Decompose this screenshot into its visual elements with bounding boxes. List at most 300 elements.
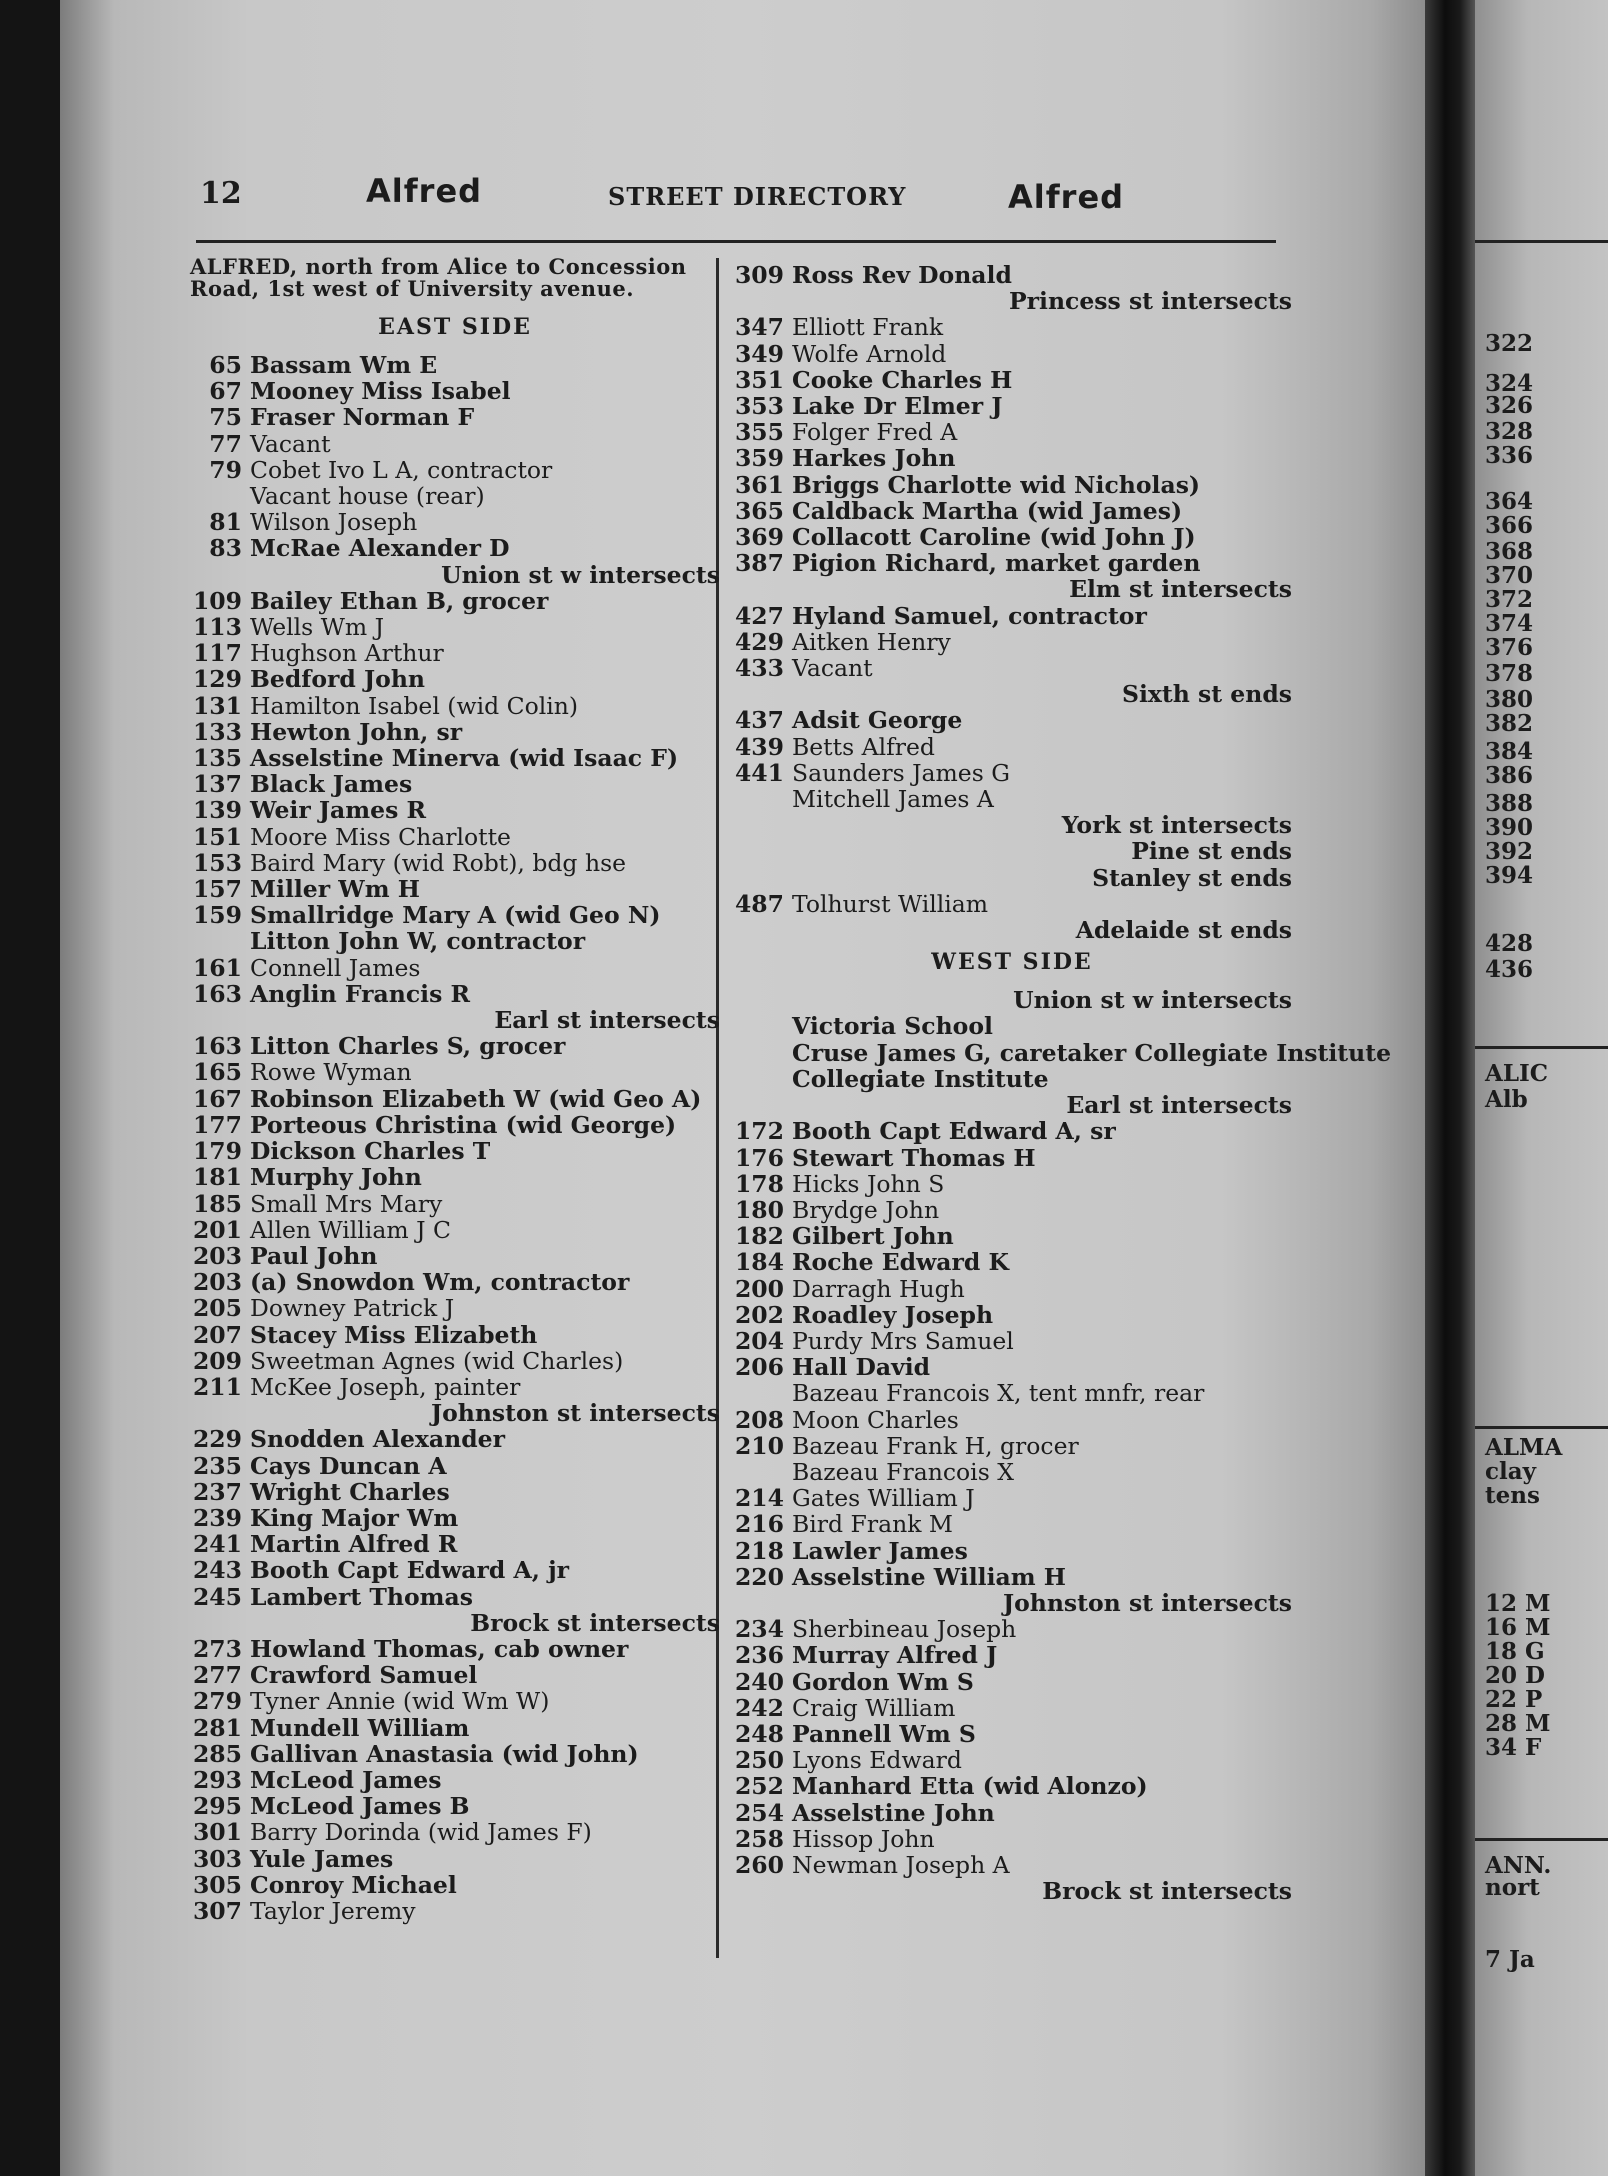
street-intersection-note: Johnston st intersects	[1002, 1588, 1292, 1617]
directory-entry	[190, 693, 720, 719]
facing-page-text: 366	[1485, 512, 1534, 539]
directory-entry	[190, 1636, 720, 1662]
house-number: 441	[734, 758, 784, 787]
house-number: 207	[192, 1320, 242, 1349]
house-number: 178	[734, 1169, 784, 1198]
book-gutter	[1425, 0, 1475, 2176]
directory-entry	[732, 341, 1292, 367]
west-side-list	[732, 986, 1392, 1906]
facing-page-text: 394	[1485, 862, 1534, 889]
house-number: 163	[192, 979, 242, 1008]
header-rule	[196, 240, 1276, 243]
directory-entry	[190, 771, 720, 797]
directory-entry	[732, 445, 1292, 471]
house-number: 277	[192, 1661, 242, 1690]
resident-name: Small Mrs Mary	[250, 1189, 443, 1218]
directory-entry	[732, 1669, 1292, 1695]
directory-entry	[732, 550, 1292, 576]
house-number: 211	[192, 1372, 242, 1401]
resident-name: Bassam Wm E	[250, 351, 438, 379]
resident-name: Asselstine William H	[792, 1562, 1066, 1591]
resident-name: Mundell William	[250, 1713, 470, 1742]
directory-entry	[732, 1642, 1292, 1668]
directory-entry	[190, 404, 720, 430]
facing-page-text: 378	[1485, 660, 1534, 687]
house-number: 209	[192, 1346, 242, 1375]
house-number: 279	[192, 1687, 242, 1716]
resident-name: Tyner Annie (wid Wm W)	[250, 1687, 550, 1716]
facing-page-text: 336	[1485, 442, 1534, 469]
directory-entry	[190, 745, 720, 771]
house-number: 117	[192, 639, 242, 668]
directory-entry	[190, 431, 720, 457]
resident-name: Gilbert John	[792, 1222, 954, 1251]
house-number: 245	[192, 1582, 242, 1611]
street-intersection-note: Johnston st intersects	[430, 1399, 720, 1428]
resident-name: Adsit George	[792, 706, 963, 735]
resident-name: Bird Frank M	[792, 1510, 953, 1539]
directory-entry	[732, 1485, 1292, 1511]
resident-name: Dickson Charles T	[250, 1137, 491, 1166]
directory-entry	[732, 367, 1292, 393]
facing-page-text: 326	[1485, 392, 1534, 419]
resident-name: Cobet Ivo L A, contractor	[250, 455, 553, 484]
directory-entry	[732, 734, 1292, 760]
house-number: 239	[192, 1503, 242, 1532]
directory-entry	[190, 1793, 720, 1819]
directory-entry	[190, 1269, 720, 1295]
resident-name: Sherbineau Joseph	[792, 1615, 1017, 1644]
street-heading: ALFRED, north from Alice to Concession Road, 1st west of University avenue.	[190, 254, 687, 301]
facing-page-rule	[1475, 240, 1608, 243]
street-intersection-note: Sixth st ends	[1122, 680, 1292, 709]
house-number: 182	[734, 1222, 784, 1251]
resident-name: Folger Fred A	[792, 418, 958, 447]
street-intersection-note: Elm st intersects	[1069, 575, 1292, 604]
house-number: 205	[192, 1294, 242, 1323]
resident-name: Wolfe Arnold	[792, 339, 947, 368]
directory-entry	[190, 1033, 720, 1059]
directory-entry	[190, 1557, 720, 1583]
facing-page-text: 380	[1485, 686, 1534, 713]
facing-page-text: 20 D	[1485, 1662, 1545, 1689]
left-column	[190, 256, 720, 1924]
resident-name: Hyland Samuel, contractor	[792, 601, 1147, 630]
resident-name: Pigion Richard, market garden	[792, 549, 1201, 578]
house-number: 293	[192, 1765, 242, 1794]
resident-name: Paul John	[250, 1241, 378, 1270]
resident-name: Rowe Wyman	[250, 1058, 412, 1087]
resident-name: Bazeau Frank H, grocer	[792, 1431, 1079, 1460]
resident-name: Newman Joseph A	[792, 1850, 1010, 1879]
resident-name: Stacey Miss Elizabeth	[250, 1320, 538, 1349]
resident-name: Lambert Thomas	[250, 1582, 473, 1611]
resident-name: Fraser Norman F	[250, 403, 475, 432]
house-number: 355	[734, 418, 784, 447]
directory-entry	[190, 1872, 720, 1898]
west-side-heading: WEST SIDE	[931, 949, 1093, 976]
resident-name: Anglin Francis R	[250, 979, 471, 1008]
house-number: 181	[192, 1163, 242, 1192]
house-number: 248	[734, 1719, 784, 1748]
resident-name: Elliott Frank	[792, 313, 944, 342]
resident-name: Cays Duncan A	[250, 1451, 447, 1480]
house-number: 172	[734, 1117, 784, 1146]
directory-entry	[732, 1564, 1292, 1590]
resident-name: Allen William J C	[250, 1215, 451, 1244]
house-number: 349	[734, 339, 784, 368]
resident-name: Wells Wm J	[250, 613, 385, 642]
header-title: STREET DIRECTORY	[608, 182, 907, 211]
resident-name: Martin Alfred R	[250, 1530, 458, 1559]
house-number: 176	[734, 1143, 784, 1172]
facing-page-text: clay	[1485, 1458, 1537, 1485]
directory-entry-continued: Bazeau Francois X	[792, 1457, 1014, 1486]
house-number: 437	[734, 706, 784, 735]
resident-name: Stewart Thomas H	[792, 1143, 1036, 1172]
resident-name: Betts Alfred	[792, 732, 935, 761]
resident-name: Wright Charles	[250, 1477, 450, 1506]
facing-page-text: 388	[1485, 790, 1534, 817]
house-number: 83	[209, 534, 242, 563]
resident-name: Vacant	[792, 654, 873, 683]
directory-entry	[732, 1773, 1292, 1799]
resident-name: Connell James	[250, 953, 421, 982]
house-number: 167	[192, 1084, 242, 1113]
directory-entry	[732, 1826, 1292, 1852]
resident-name: Hicks John S	[792, 1169, 945, 1198]
directory-entry	[190, 1374, 720, 1400]
directory-entry	[190, 876, 720, 902]
directory-entry	[732, 262, 1292, 288]
directory-entry	[190, 1191, 720, 1217]
facing-page-text: 376	[1485, 634, 1534, 661]
directory-entry	[190, 850, 720, 876]
house-number: 77	[209, 429, 242, 458]
house-number: 234	[734, 1615, 784, 1644]
house-number: 210	[734, 1431, 784, 1460]
resident-name: McLeod James	[250, 1765, 442, 1794]
facing-page-text: ANN.	[1485, 1852, 1552, 1879]
house-number: 254	[734, 1798, 784, 1827]
resident-name: Mooney Miss Isabel	[250, 377, 511, 406]
directory-entry	[732, 1197, 1292, 1223]
directory-entry	[732, 314, 1292, 340]
directory-entry	[190, 1086, 720, 1112]
resident-name: Lawler James	[792, 1536, 968, 1565]
directory-entry	[732, 1302, 1292, 1328]
directory-entry	[732, 498, 1292, 524]
resident-name: Sweetman Agnes (wid Charles)	[250, 1346, 624, 1375]
street-intersection-note: Adelaide st ends	[1075, 916, 1292, 945]
directory-entry	[190, 1295, 720, 1321]
directory-entry	[190, 1059, 720, 1085]
house-number: 387	[734, 549, 784, 578]
directory-entry	[190, 352, 720, 378]
resident-name: Litton Charles S, grocer	[250, 1032, 566, 1061]
directory-entry	[732, 524, 1292, 550]
house-number: 353	[734, 392, 784, 421]
resident-name: Roadley Joseph	[792, 1300, 994, 1329]
directory-entry-continued: Bazeau Francois X, tent mnfr, rear	[792, 1379, 1205, 1408]
resident-name: McLeod James B	[250, 1792, 470, 1821]
east-side-heading: EAST SIDE	[378, 314, 532, 340]
directory-entry	[732, 472, 1292, 498]
directory-entry	[732, 1800, 1292, 1826]
house-number: 109	[192, 586, 242, 615]
house-number: 135	[192, 744, 242, 773]
resident-name: Manhard Etta (wid Alonzo)	[792, 1772, 1148, 1801]
street-intersection-note: Brock st intersects	[1042, 1877, 1292, 1906]
resident-name: Darragh Hugh	[792, 1274, 965, 1303]
resident-name: Bailey Ethan B, grocer	[250, 586, 549, 615]
facing-page-text: 12 M	[1485, 1590, 1551, 1617]
resident-name: Vacant	[250, 429, 331, 458]
house-number: 79	[209, 455, 242, 484]
right-column	[732, 261, 1392, 1906]
resident-name: Hamilton Isabel (wid Colin)	[250, 691, 579, 720]
facing-page-text: 372	[1485, 586, 1534, 613]
facing-page-text: 28 M	[1485, 1710, 1551, 1737]
directory-entry-continued: Cruse James G, caretaker Collegiate Institute	[792, 1038, 1392, 1067]
east-side-list	[190, 352, 720, 1924]
house-number: 129	[192, 665, 242, 694]
resident-name: Smallridge Mary A (wid Geo N)	[250, 901, 661, 930]
resident-name: Black James	[250, 770, 413, 799]
resident-name: King Major Wm	[250, 1503, 459, 1532]
page-number: 12	[200, 176, 242, 211]
facing-page-text: 7 Ja	[1485, 1946, 1535, 1973]
facing-page-text: 390	[1485, 814, 1534, 841]
facing-page-text: 384	[1485, 738, 1534, 765]
resident-name: Brydge John	[792, 1195, 940, 1224]
facing-page-text: 328	[1485, 418, 1534, 445]
house-number: 303	[192, 1844, 242, 1873]
facing-page-rule	[1475, 1426, 1608, 1429]
street-intersection-note: Earl st intersects	[494, 1006, 720, 1035]
directory-entry	[732, 1354, 1292, 1380]
facing-page-text: 382	[1485, 710, 1534, 737]
directory-entry	[190, 1898, 720, 1924]
directory-entry	[732, 655, 1292, 681]
directory-entry	[732, 1328, 1292, 1354]
directory-entry	[190, 1479, 720, 1505]
resident-name: Snodden Alexander	[250, 1425, 506, 1454]
house-number: 347	[734, 313, 784, 342]
directory-entry	[190, 614, 720, 640]
directory-entry	[190, 797, 720, 823]
resident-name: Aitken Henry	[792, 627, 951, 656]
resident-name: Asselstine John	[792, 1798, 995, 1827]
facing-page-text: ALIC	[1485, 1060, 1549, 1087]
directory-entry	[732, 1118, 1292, 1144]
house-number: 369	[734, 523, 784, 552]
facing-page-rule	[1475, 1046, 1608, 1049]
house-number: 201	[192, 1215, 242, 1244]
resident-name: Cooke Charles H	[792, 365, 1013, 394]
resident-name: Downey Patrick J	[250, 1294, 455, 1323]
house-number: 179	[192, 1137, 242, 1166]
resident-name: Hughson Arthur	[250, 639, 444, 668]
directory-entry	[732, 1171, 1292, 1197]
house-number: 433	[734, 654, 784, 683]
resident-name: Murphy John	[250, 1163, 422, 1192]
directory-entry	[190, 457, 720, 483]
house-number: 137	[192, 770, 242, 799]
facing-page-text: 374	[1485, 610, 1534, 637]
resident-name: Craig William	[792, 1693, 956, 1722]
resident-name: Hissop John	[792, 1824, 935, 1853]
resident-name: Saunders James G	[792, 758, 1011, 787]
street-intersection-note: Union st w intersects	[1013, 986, 1292, 1015]
directory-entry	[190, 955, 720, 981]
street-intersection-note: Brock st intersects	[470, 1608, 720, 1637]
resident-name: Caldback Martha (wid James)	[792, 496, 1183, 525]
directory-entry	[190, 719, 720, 745]
directory-entry	[190, 1505, 720, 1531]
facing-page-text: Alb	[1485, 1086, 1528, 1113]
house-number: 305	[192, 1870, 242, 1899]
street-intersection-note: Earl st intersects	[1066, 1091, 1292, 1120]
directory-entry	[190, 588, 720, 614]
house-number: 206	[734, 1353, 784, 1382]
facing-page-text: 370	[1485, 562, 1534, 589]
house-number: 113	[192, 613, 242, 642]
house-number: 220	[734, 1562, 784, 1591]
facing-page-text: 22 P	[1485, 1686, 1543, 1713]
facing-page-text: 364	[1485, 488, 1534, 515]
resident-name: McKee Joseph, painter	[250, 1372, 521, 1401]
directory-entry	[190, 1164, 720, 1190]
directory-entry	[190, 1741, 720, 1767]
resident-name: Yule James	[250, 1844, 394, 1873]
house-number: 214	[734, 1484, 784, 1513]
resident-name: Pannell Wm S	[792, 1719, 976, 1748]
house-number: 235	[192, 1451, 242, 1480]
facing-page-rule	[1475, 1838, 1608, 1841]
directory-entry	[732, 1407, 1292, 1433]
resident-name: Booth Capt Edward A, sr	[792, 1117, 1116, 1146]
directory-entry	[190, 378, 720, 404]
house-number: 487	[734, 889, 784, 918]
house-number: 200	[734, 1274, 784, 1303]
house-number: 439	[734, 732, 784, 761]
directory-entry	[190, 1715, 720, 1741]
resident-name: Purdy Mrs Samuel	[792, 1326, 1014, 1355]
house-number: 260	[734, 1850, 784, 1879]
house-number: 157	[192, 875, 242, 904]
directory-entry	[190, 1138, 720, 1164]
directory-entry	[732, 1852, 1292, 1878]
directory-entry	[732, 1538, 1292, 1564]
house-number: 163	[192, 1032, 242, 1061]
house-number: 429	[734, 627, 784, 656]
resident-name: Collacott Caroline (wid John J)	[792, 523, 1196, 552]
house-number: 218	[734, 1536, 784, 1565]
directory-entry	[732, 1616, 1292, 1642]
resident-name: Lake Dr Elmer J	[792, 392, 1003, 421]
resident-name: (a) Snowdon Wm, contractor	[250, 1268, 630, 1297]
facing-page-text: 18 G	[1485, 1638, 1545, 1665]
resident-name: Hewton John, sr	[250, 717, 463, 746]
house-number: 67	[209, 377, 242, 406]
resident-name: Ross Rev Donald	[792, 261, 1012, 289]
house-number: 258	[734, 1824, 784, 1853]
house-number: 285	[192, 1739, 242, 1768]
resident-name: Weir James R	[250, 796, 427, 825]
directory-entry	[190, 509, 720, 535]
directory-entry	[190, 1819, 720, 1845]
resident-name: Roche Edward K	[792, 1248, 1009, 1277]
directory-entry	[732, 629, 1292, 655]
directory-entry	[190, 1348, 720, 1374]
house-number: 202	[734, 1300, 784, 1329]
header-street-right: Alfred	[1008, 178, 1125, 216]
resident-name: Bedford John	[250, 665, 425, 694]
directory-entry	[732, 1249, 1292, 1275]
facing-page-text: 324	[1485, 370, 1534, 397]
resident-name: Taylor Jeremy	[250, 1896, 416, 1925]
house-number: 427	[734, 601, 784, 630]
house-number: 229	[192, 1425, 242, 1454]
street-intersection-note: Pine st ends	[1131, 837, 1292, 866]
facing-page-fragment	[1475, 0, 1608, 2176]
east-side-continued-list	[732, 262, 1292, 943]
directory-entry	[732, 1695, 1292, 1721]
resident-name: Gates William J	[792, 1484, 975, 1513]
house-number: 81	[209, 508, 242, 537]
house-number: 237	[192, 1477, 242, 1506]
facing-page-text: 368	[1485, 538, 1534, 565]
house-number: 185	[192, 1189, 242, 1218]
resident-name: Murray Alfred J	[792, 1641, 998, 1670]
directory-entry-continued: Victoria School	[792, 1012, 993, 1041]
resident-name: Booth Capt Edward A, jr	[250, 1556, 570, 1585]
house-number: 252	[734, 1772, 784, 1801]
directory-entry	[190, 1322, 720, 1348]
facing-page-text: 322	[1485, 330, 1534, 357]
house-number: 153	[192, 848, 242, 877]
street-intersection-note: Union st w intersects	[441, 560, 720, 589]
directory-entry	[732, 707, 1292, 733]
street-intersection-note: Stanley st ends	[1092, 863, 1292, 892]
resident-name: Briggs Charlotte wid Nicholas)	[792, 470, 1201, 499]
directory-entry	[732, 891, 1292, 917]
house-number: 240	[734, 1667, 784, 1696]
directory-entry	[190, 1767, 720, 1793]
house-number: 273	[192, 1634, 242, 1663]
directory-entry	[190, 1662, 720, 1688]
house-number: 307	[192, 1896, 242, 1925]
directory-entry	[732, 760, 1292, 786]
house-number: 236	[734, 1641, 784, 1670]
directory-entry	[190, 902, 720, 928]
directory-entry	[732, 1747, 1292, 1773]
facing-page-text: 386	[1485, 762, 1534, 789]
house-number: 243	[192, 1556, 242, 1585]
house-number: 203	[192, 1268, 242, 1297]
facing-page-text: 436	[1485, 956, 1534, 983]
directory-entry	[190, 1217, 720, 1243]
resident-name: Lyons Edward	[792, 1746, 962, 1775]
house-number: 75	[209, 403, 242, 432]
directory-entry	[732, 1511, 1292, 1537]
directory-entry-continued: Vacant house (rear)	[250, 482, 485, 511]
directory-entry	[190, 1243, 720, 1269]
resident-name: Howland Thomas, cab owner	[250, 1634, 629, 1663]
house-number: 241	[192, 1530, 242, 1559]
resident-name: Crawford Samuel	[250, 1661, 478, 1690]
